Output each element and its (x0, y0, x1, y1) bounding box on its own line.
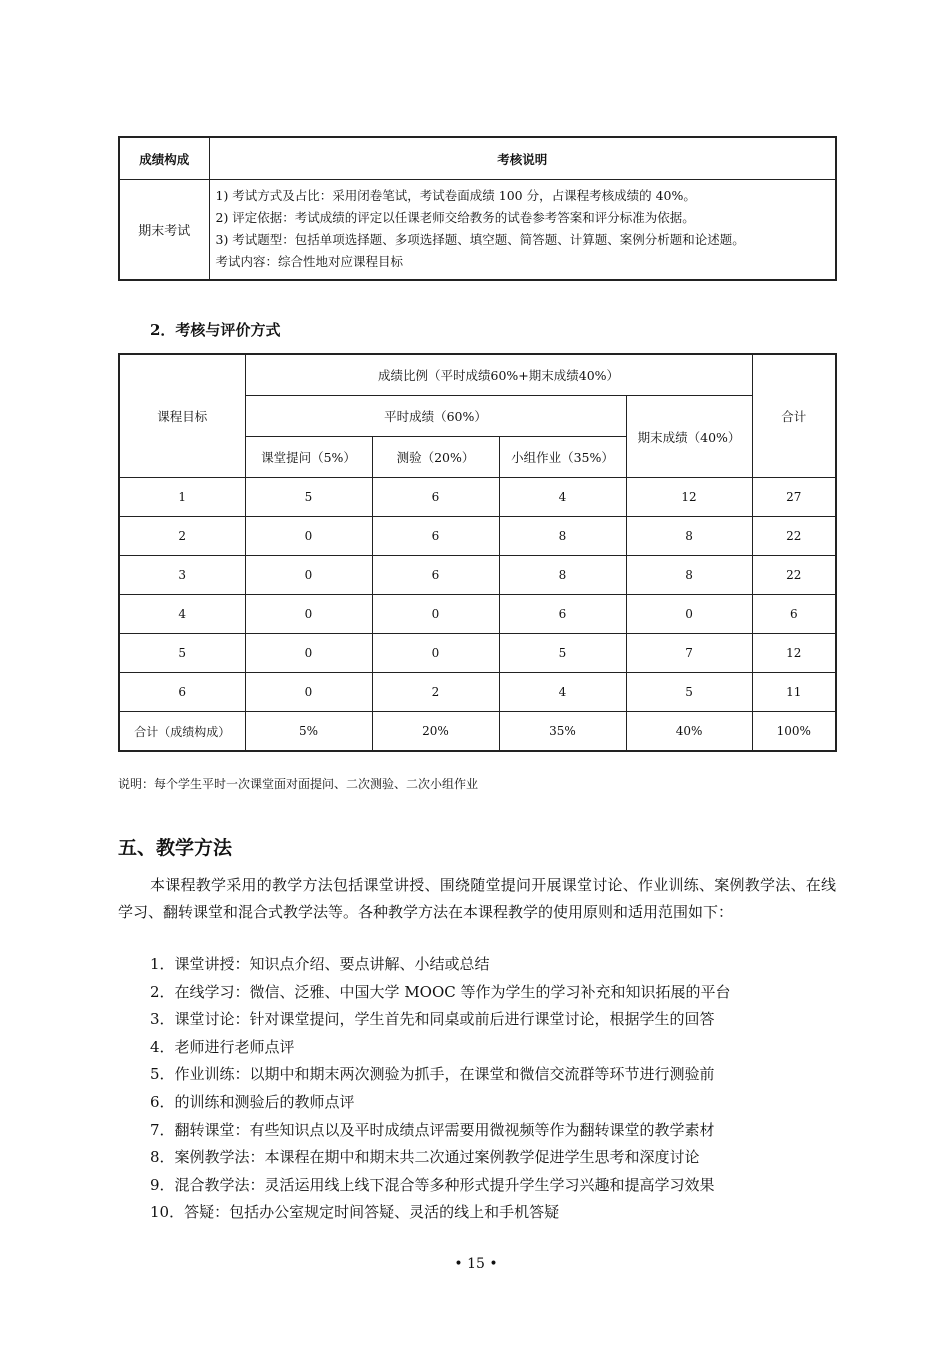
header-total: 合计 (752, 354, 836, 478)
cell: 6 (372, 478, 499, 517)
exam-description-table (118, 136, 837, 281)
cell: 6 (119, 673, 245, 712)
cell: 40% (626, 712, 752, 752)
table-total-row (119, 712, 836, 752)
cell: 0 (245, 556, 372, 595)
cell: 6 (752, 595, 836, 634)
grade-ratio-table (118, 353, 837, 752)
table-note: 说明：每个学生平时一次课堂面对面提问、二次测验、二次小组作业 (118, 777, 479, 791)
header-grade-ratio: 成绩比例（平时成绩60%+期末成绩40%） (245, 354, 752, 396)
table-row (119, 673, 836, 712)
table-row (119, 556, 836, 595)
desc-line: 1) 考试方式及占比：采用闭卷笔试，考试卷面成绩 100 分，占课程考核成绩的 40%。 (215, 188, 696, 203)
table-row (119, 634, 836, 673)
cell: 5 (626, 673, 752, 712)
cell: 7 (626, 634, 752, 673)
cell: 0 (245, 517, 372, 556)
cell: 0 (245, 634, 372, 673)
cell: 2 (372, 673, 499, 712)
list-item: 2．在线学习：微信、泛雅、中国大学 MOOC 等作为学生的学习补充和知识拓展的平台 (150, 982, 731, 1001)
table-row (119, 595, 836, 634)
row-label-final-exam: 期末考试 (119, 180, 209, 281)
list-item: 10．答疑：包括办公室规定时间答疑、灵活的线上和手机答疑 (150, 1203, 560, 1222)
cell: 1 (119, 478, 245, 517)
cell: 20% (372, 712, 499, 752)
header-tests: 测验（20%） (372, 437, 499, 478)
cell: 0 (372, 595, 499, 634)
cell: 2 (119, 517, 245, 556)
header-grade-composition: 成绩构成 (119, 137, 209, 180)
cell: 12 (752, 634, 836, 673)
list-item: 8．案例教学法：本课程在期中和期末共二次通过案例教学促进学生思考和深度讨论 (150, 1148, 700, 1167)
list-item: 7．翻转课堂：有些知识点以及平时成绩点评需要用微视频等作为翻转课堂的教学素材 (150, 1120, 715, 1139)
cell: 100% (752, 712, 836, 752)
header-assessment-description: 考核说明 (209, 137, 836, 180)
cell: 8 (626, 556, 752, 595)
cell: 6 (372, 556, 499, 595)
cell: 6 (372, 517, 499, 556)
cell: 0 (626, 595, 752, 634)
cell: 22 (752, 556, 836, 595)
cell: 22 (752, 517, 836, 556)
final-exam-description (209, 180, 836, 281)
header-class-questions: 课堂提问（5%） (245, 437, 372, 478)
desc-line: 考试内容：综合性地对应课程目标 (215, 254, 404, 269)
cell: 0 (245, 673, 372, 712)
page-number: • 15 • (454, 1256, 498, 1272)
cell: 8 (499, 556, 626, 595)
cell: 3 (119, 556, 245, 595)
list-item: 5．作业训练：以期中和期末两次测验为抓手，在课堂和微信交流群等环节进行测验前 (150, 1065, 715, 1084)
cell: 0 (372, 634, 499, 673)
cell: 11 (752, 673, 836, 712)
list-item: 6．的训练和测验后的教师点评 (150, 1092, 355, 1111)
cell: 6 (499, 595, 626, 634)
cell: 8 (626, 517, 752, 556)
list-item: 9．混合教学法：灵活运用线上线下混合等多种形式提升学生学习兴趣和提高学习效果 (150, 1175, 715, 1194)
header-final-grade: 期末成绩（40%） (626, 396, 752, 478)
cell: 5% (245, 712, 372, 752)
cell: 35% (499, 712, 626, 752)
desc-line: 3) 考试题型：包括单项选择题、多项选择题、填空题、简答题、计算题、案例分析题和论述题。 (215, 232, 745, 247)
cell: 5 (119, 634, 245, 673)
cell: 5 (499, 634, 626, 673)
header-group-work: 小组作业（35%） (499, 437, 626, 478)
cell: 5 (245, 478, 372, 517)
list-item: 4．老师进行老师点评 (150, 1037, 295, 1056)
header-usual-grade: 平时成绩（60%） (245, 396, 626, 437)
cell: 合计（成绩构成） (119, 712, 245, 752)
header-course-target: 课程目标 (119, 354, 245, 478)
cell: 4 (499, 478, 626, 517)
desc-line: 2) 评定依据：考试成绩的评定以任课老师交给教务的试卷参考答案和评分标准为依据。 (215, 210, 695, 225)
cell: 4 (119, 595, 245, 634)
section-2-heading: 2．考核与评价方式 (150, 321, 281, 339)
list-item: 1．课堂讲授：知识点介绍、要点讲解、小结或总结 (150, 955, 490, 973)
cell: 27 (752, 478, 836, 517)
cell: 12 (626, 478, 752, 517)
table-row (119, 517, 836, 556)
list-item: 3．课堂讨论：针对课堂提问，学生首先和同桌或前后进行课堂讨论，根据学生的回答 (150, 1010, 715, 1029)
cell: 4 (499, 673, 626, 712)
intro-paragraph: 本课程教学采用的教学方法包括课堂讲授、围绕随堂提问开展课堂讨论、作业训练、案例教学法、在线学习、翻转课堂和混合式教学法等。各种教学方法在本课程教学的使用原则和适用范围如下： (118, 876, 836, 921)
cell: 8 (499, 517, 626, 556)
cell: 0 (245, 595, 372, 634)
teaching-methods-list (150, 951, 731, 1227)
table-row (119, 478, 836, 517)
section-5-heading: 五、教学方法 (118, 837, 233, 859)
